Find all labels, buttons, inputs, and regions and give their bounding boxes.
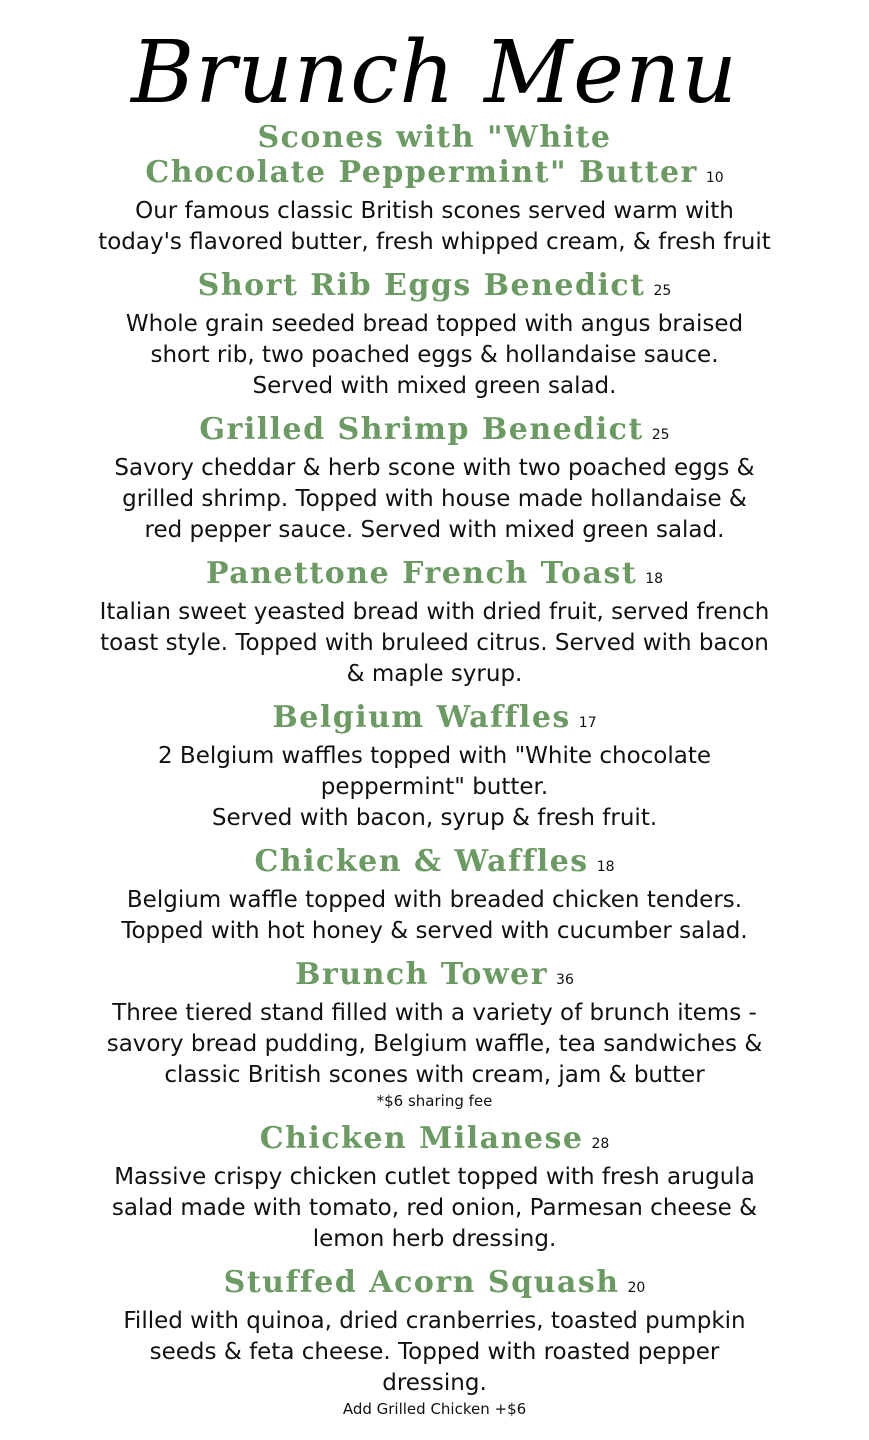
item-name xyxy=(0,155,869,196)
item-description: Italian sweet yeasted bread with dried fruit, served french xyxy=(99,599,770,625)
item-name xyxy=(0,1265,869,1306)
item-name xyxy=(0,268,869,309)
item-price: 28 xyxy=(591,1136,610,1152)
item-description: Savory cheddar & herb scone with two poached eggs & xyxy=(114,455,755,481)
menu-item xyxy=(0,1121,869,1255)
item-description: Belgium waffle topped with breaded chicken tenders. xyxy=(126,887,743,913)
item-description: Filled with quinoa, dried cranberries, toasted pumpkin xyxy=(123,1308,746,1334)
item-description: classic British scones with cream, jam & butter xyxy=(164,1062,705,1088)
item-description: peppermint" butter. xyxy=(320,774,549,800)
item-name-text: Chicken & Waffles xyxy=(254,844,589,879)
item-name xyxy=(0,120,869,155)
item-description: today's flavored butter, fresh whipped cream, & fresh fruit xyxy=(98,229,771,255)
item-price: 18 xyxy=(645,571,664,587)
item-description: salad made with tomato, red onion, Parmesan cheese & xyxy=(111,1195,758,1221)
item-name xyxy=(0,412,869,453)
menu-item xyxy=(0,556,869,690)
menu-title: Brunch Menu xyxy=(131,23,738,123)
item-description: seeds & feta cheese. Topped with roasted pepper xyxy=(149,1339,720,1365)
item-price: 17 xyxy=(578,715,597,731)
item-description: Served with bacon, syrup & fresh fruit. xyxy=(211,805,658,831)
item-description: Three tiered stand filled with a variety of brunch items - xyxy=(112,1000,757,1026)
menu-item xyxy=(0,844,869,947)
item-name xyxy=(0,700,869,741)
item-description: Massive crispy chicken cutlet topped with fresh arugula xyxy=(114,1164,755,1190)
item-name-text: Stuffed Acorn Squash xyxy=(223,1265,620,1300)
item-note: *$6 sharing fee xyxy=(376,1092,493,1110)
item-price: 18 xyxy=(596,859,615,875)
menu-item xyxy=(0,700,869,834)
item-description: dressing. xyxy=(382,1370,487,1396)
item-description: 2 Belgium waffles topped with "White chocolate xyxy=(157,743,712,769)
item-name xyxy=(0,844,869,885)
item-price: 25 xyxy=(653,283,672,299)
menu-item xyxy=(0,268,869,402)
item-price: 10 xyxy=(705,170,724,186)
item-description: Our famous classic British scones served warm with xyxy=(135,198,734,224)
item-description: Served with mixed green salad. xyxy=(252,373,617,399)
item-name-text: Grilled Shrimp Benedict xyxy=(199,412,644,447)
item-price: 25 xyxy=(651,427,670,443)
item-name xyxy=(0,1121,869,1162)
item-description: short rib, two poached eggs & hollandaise sauce. xyxy=(150,342,719,368)
item-name-text: Brunch Tower xyxy=(295,957,549,992)
item-price: 20 xyxy=(627,1280,646,1296)
item-name xyxy=(0,556,869,597)
item-name-text: Short Rib Eggs Benedict xyxy=(197,268,646,303)
item-price: 36 xyxy=(556,972,574,988)
item-name-text: Belgium Waffles xyxy=(272,700,571,735)
menu-item xyxy=(0,957,869,1111)
item-description: savory bread pudding, Belgium waffle, tea sandwiches & xyxy=(106,1031,763,1057)
item-description: lemon herb dressing. xyxy=(312,1226,557,1252)
item-name-text: Panettone French Toast xyxy=(205,556,638,591)
item-description: & maple syrup. xyxy=(346,661,523,687)
item-name-text: Chocolate Peppermint" Butter xyxy=(145,155,698,190)
menu-list xyxy=(0,120,869,1429)
item-name-text: Scones with "White xyxy=(257,120,612,155)
item-description: red pepper sauce. Served with mixed green salad. xyxy=(144,517,725,543)
item-description: toast style. Topped with bruleed citrus. Served with bacon xyxy=(100,630,769,656)
item-description: Topped with hot honey & served with cucumber salad. xyxy=(121,918,748,944)
item-name xyxy=(0,957,869,998)
menu-item xyxy=(0,120,869,258)
item-description: grilled shrimp. Topped with house made hollandaise & xyxy=(122,486,747,512)
menu-item xyxy=(0,1265,869,1419)
item-description: Whole grain seeded bread topped with angus braised xyxy=(125,311,744,337)
menu-item xyxy=(0,412,869,546)
item-name-text: Chicken Milanese xyxy=(259,1121,584,1156)
item-note: Add Grilled Chicken +$6 xyxy=(342,1400,527,1418)
